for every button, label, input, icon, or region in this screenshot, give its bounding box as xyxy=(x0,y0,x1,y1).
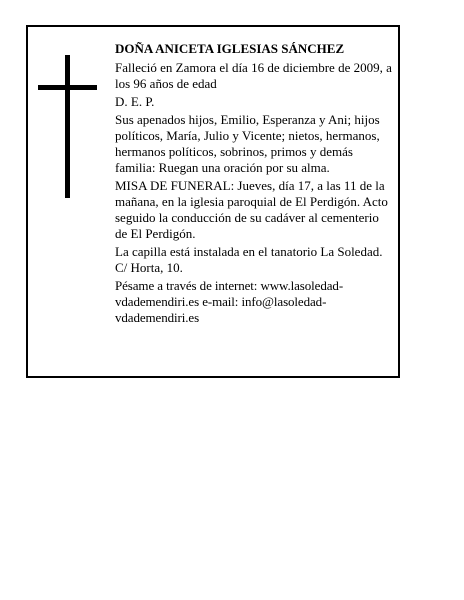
deceased-name: DOÑA ANICETA IGLESIAS SÁNCHEZ xyxy=(115,41,345,56)
cross-vertical-bar xyxy=(65,55,70,198)
online-condolences: Pésame a través de internet: www.lasoledad-vdademendiri.es e-mail: info@lasoledad-vdademendiri.es xyxy=(115,278,344,325)
family-message: Sus apenados hijos, Emilio, Esperanza y Ani; hijos políticos, María, Julio y Vicente; nietos, hermanos, hermanos políticos, sobrinos, primos y demás familia: Ruegan una oración por su alma. xyxy=(115,112,380,175)
rest-in-peace: D. E. P. xyxy=(115,94,155,109)
death-announcement: Falleció en Zamora el día 16 de diciembre de 2009, a los 96 años de edad xyxy=(115,60,392,91)
cross-horizontal-bar xyxy=(38,85,97,90)
obituary-notice xyxy=(26,25,400,378)
chapel-info: La capilla está instalada en el tanatorio La Soledad. C/ Horta, 10. xyxy=(115,244,383,275)
funeral-mass-info: MISA DE FUNERAL: Jueves, día 17, a las 11 de la mañana, en la iglesia paroquial de El Perdigón. Acto seguido la conducción de su cadáver al cementerio de El Perdigón. xyxy=(115,178,388,241)
obituary-text xyxy=(115,41,393,328)
